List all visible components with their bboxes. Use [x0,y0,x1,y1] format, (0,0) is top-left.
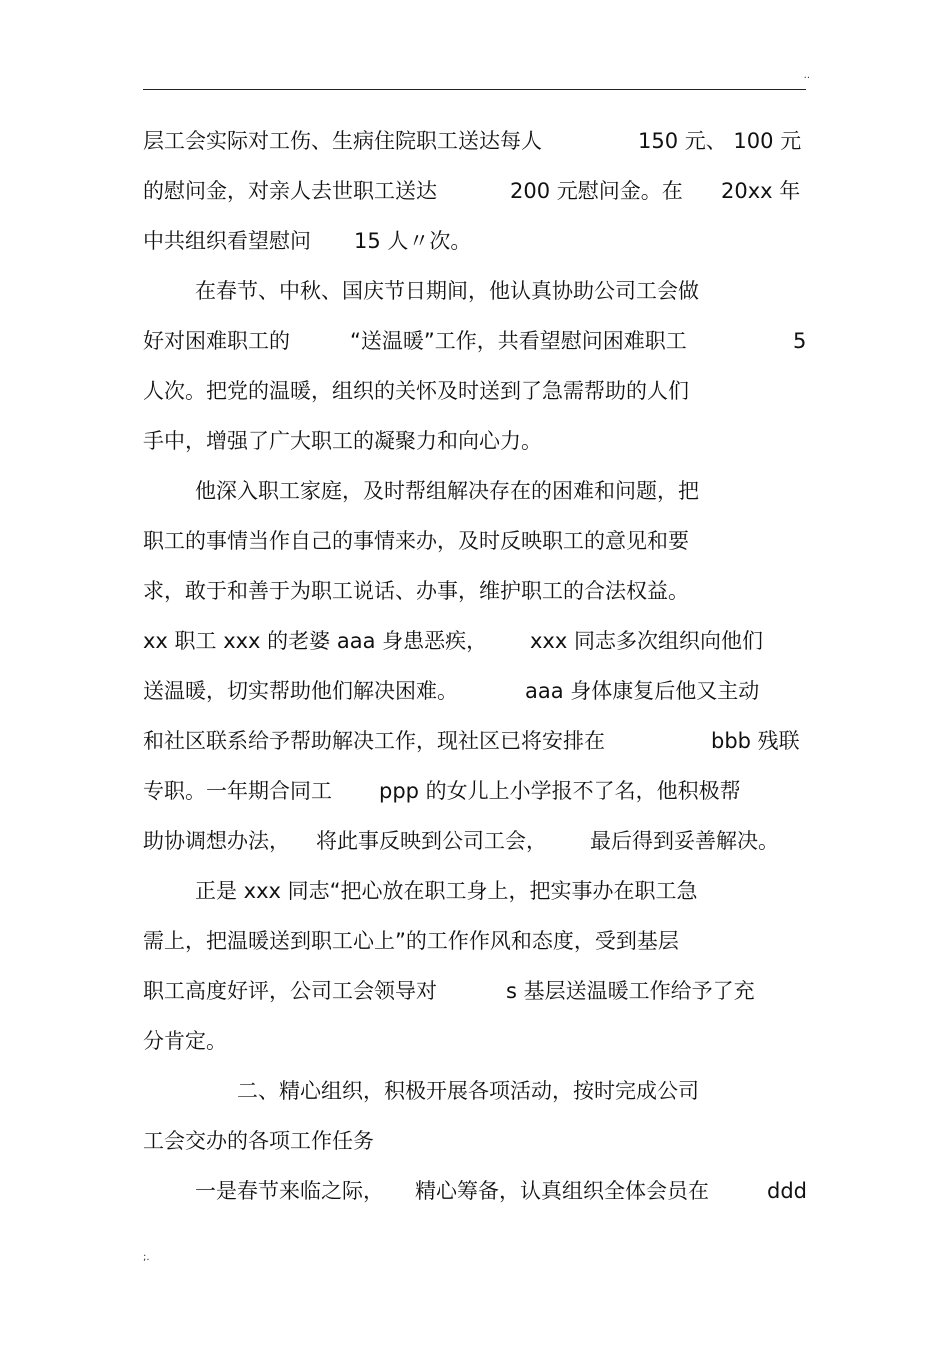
text-line [143,674,806,708]
text-line [143,824,806,858]
text-line [143,974,806,1008]
line-segment: xx 职工 xxx 的老婆 aaa 身患恶疾， [143,629,488,653]
line-segment: 层工会实际对工伤、生病住院职工送达每人 [143,129,542,153]
line-segment: 分肯定。 [143,1029,227,1053]
line-segment: aaa 身体康复后他又主动 [525,679,760,703]
line-segment: 求，敢于和善于为职工说话、办事，维护职工的合法权益。 [143,579,689,603]
text-line [143,724,806,758]
line-segment: 助协调想办法， [143,829,290,853]
line-segment: ppp 的女儿上小学报不了名，他积极帮 [379,779,741,803]
line-segment: 人次。把党的温暖，组织的关怀及时送到了急需帮助的人们 [143,379,689,403]
line-segment: 15 人〃次。 [354,229,472,253]
line-segment: 最后得到妥善解决。 [590,829,779,853]
line-segment: 一是春节来临之际， [195,1179,384,1203]
line-segment: 20xx 年 [721,179,801,203]
text-line [143,1174,806,1208]
line-segment: 将此事反映到公司工会， [316,829,547,853]
text-line [143,524,806,558]
header-mark: .. [803,70,810,81]
line-segment: s 基层送温暖工作给予了充 [506,979,755,1003]
line-segment: bbb 残联 [711,729,800,753]
line-segment: 二、精心组织，积极开展各项活动，按时完成公司 [237,1079,699,1103]
line-segment: xxx 同志多次组织向他们 [530,629,763,653]
text-line [143,174,806,208]
text-line [143,474,806,508]
section-heading [143,1074,806,1108]
footer-mark: ;. [143,1252,150,1263]
line-segment: 手中，增强了广大职工的凝聚力和向心力。 [143,429,542,453]
line-segment: 200 元慰问金。在 [510,179,683,203]
line-segment: 的慰问金，对亲人去世职工送达 [143,179,437,203]
text-line [143,574,806,608]
line-segment: 好对困难职工的 [143,329,290,353]
line-segment: 中共组织看望慰问 [143,229,311,253]
line-segment: 他深入职工家庭，及时帮组解决存在的困难和问题，把 [195,479,699,503]
line-segment: 职工高度好评，公司工会领导对 [143,979,437,1003]
text-line [143,774,806,808]
line-segment: 在春节、中秋、国庆节日期间，他认真协助公司工会做 [195,279,699,303]
line-segment: “送温暖”工作，共看望慰问困难职工 [350,329,687,353]
line-segment: 职工的事情当作自己的事情来办，及时反映职工的意见和要 [143,529,689,553]
section-heading-continued [143,1124,806,1158]
text-line [143,124,806,158]
text-line [143,874,806,908]
line-segment: 精心筹备，认真组织全体会员在 [415,1179,709,1203]
text-line [143,374,806,408]
line-segment: 专职。一年期合同工 [143,779,332,803]
text-line [143,1024,806,1058]
line-segment: 和社区联系给予帮助解决工作，现社区已将安排在 [143,729,605,753]
text-line [143,424,806,458]
text-line [143,924,806,958]
text-line [143,224,806,258]
text-line [143,624,806,658]
header-rule [143,89,806,90]
text-line [143,324,806,358]
line-segment: ddd [767,1179,807,1203]
text-line [143,274,806,308]
line-segment: 工会交办的各项工作任务 [143,1129,374,1153]
line-segment: 5 [793,329,807,353]
line-segment: 送温暖，切实帮助他们解决困难。 [143,679,458,703]
line-segment: 150 元、 100 元 [638,129,802,153]
line-segment: 正是 xxx 同志“把心放在职工身上，把实事办在职工急 [195,879,698,903]
line-segment: 需上，把温暖送到职工心上”的工作作风和态度，受到基层 [143,929,679,953]
